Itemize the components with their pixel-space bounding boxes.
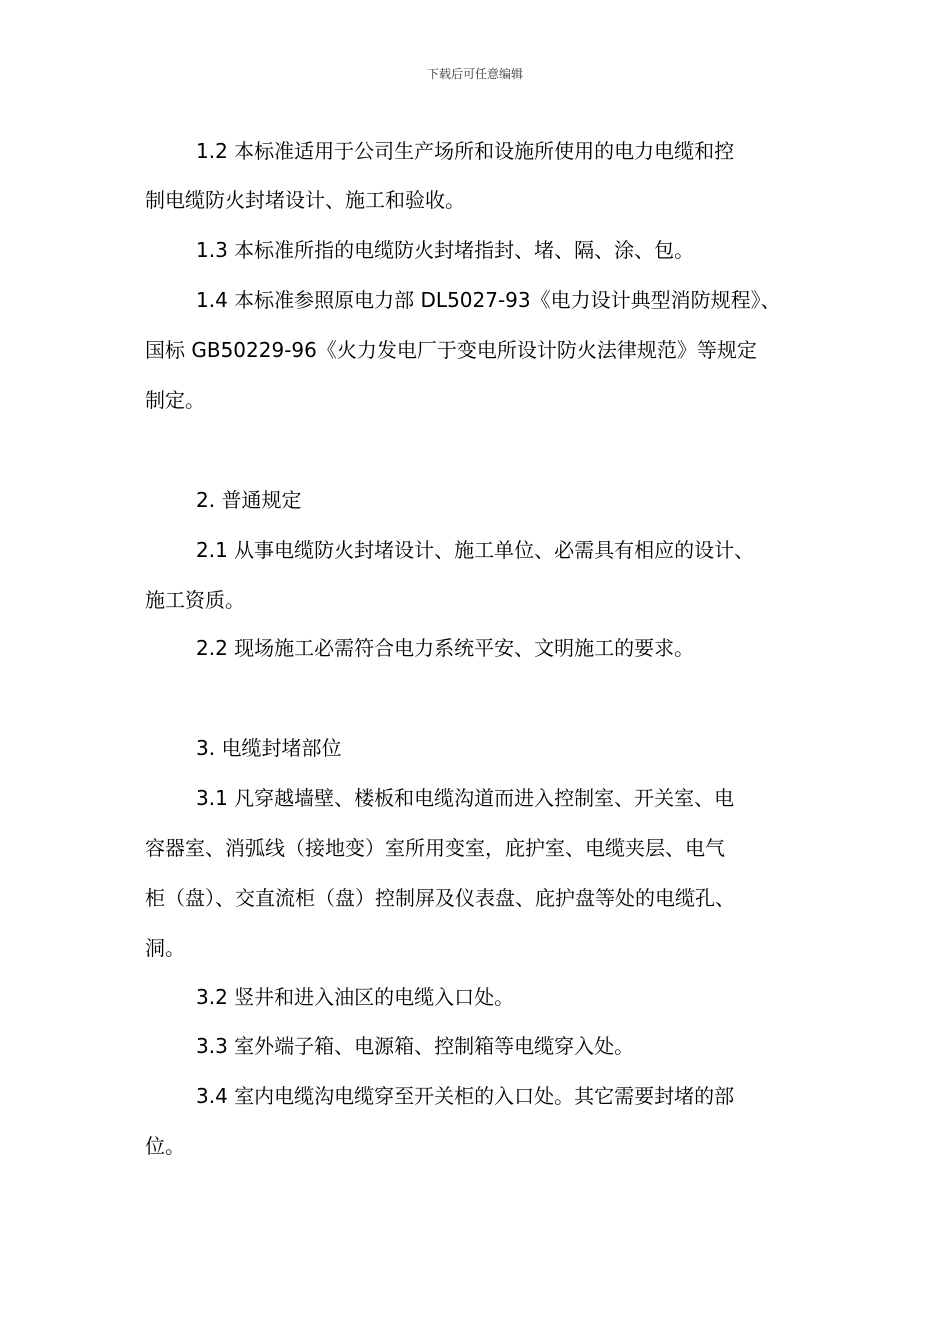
section-heading: 2. 普通规定 — [196, 488, 302, 512]
paragraph-line: 3.2 竖井和进入油区的电缆入口处。 — [196, 985, 515, 1009]
paragraph-line: 3.1 凡穿越墙壁、楼板和电缆沟道而进入控制室、开关室、电 — [196, 786, 735, 810]
paragraph-line: 3.4 室内电缆沟电缆穿至开关柜的入口处。其它需要封堵的部 — [196, 1084, 735, 1108]
paragraph-line: 3.3 室外端子箱、电源箱、控制箱等电缆穿入处。 — [196, 1034, 635, 1058]
section-heading: 3. 电缆封堵部位 — [196, 736, 342, 760]
paragraph-line: 1.2 本标准适用于公司生产场所和设施所使用的电力电缆和控 — [196, 139, 735, 163]
paragraph-line: 柜（盘）、交直流柜（盘）控制屏及仪表盘、庇护盘等处的电缆孔、 — [145, 886, 735, 910]
paragraph-line: 制电缆防火封堵设计、施工和验收。 — [145, 188, 465, 212]
paragraph-line: 位。 — [145, 1134, 185, 1158]
paragraph-line: 2.1 从事电缆防火封堵设计、施工单位、必需具有相应的设计、 — [196, 538, 755, 562]
paragraph-line: 国标 GB50229-96《火力发电厂于变电所设计防火法律规范》等规定 — [145, 338, 757, 362]
paragraph-line: 1.3 本标准所指的电缆防火封堵指封、堵、隔、涂、包。 — [196, 238, 695, 262]
paragraph-line: 容器室、消弧线（接地变）室所用变室，庇护室、电缆夹层、电气 — [145, 836, 725, 860]
paragraph-line: 洞。 — [145, 936, 185, 960]
paragraph-line: 2.2 现场施工必需符合电力系统平安、文明施工的要求。 — [196, 636, 695, 660]
paragraph-line: 制定。 — [145, 388, 205, 412]
page-header: 下载后可任意编辑 — [426, 67, 523, 81]
paragraph-line: 施工资质。 — [145, 588, 245, 612]
paragraph-line: 1.4 本标准参照原电力部 DL5027-93《电力设计典型消防规程》、 — [196, 288, 781, 312]
